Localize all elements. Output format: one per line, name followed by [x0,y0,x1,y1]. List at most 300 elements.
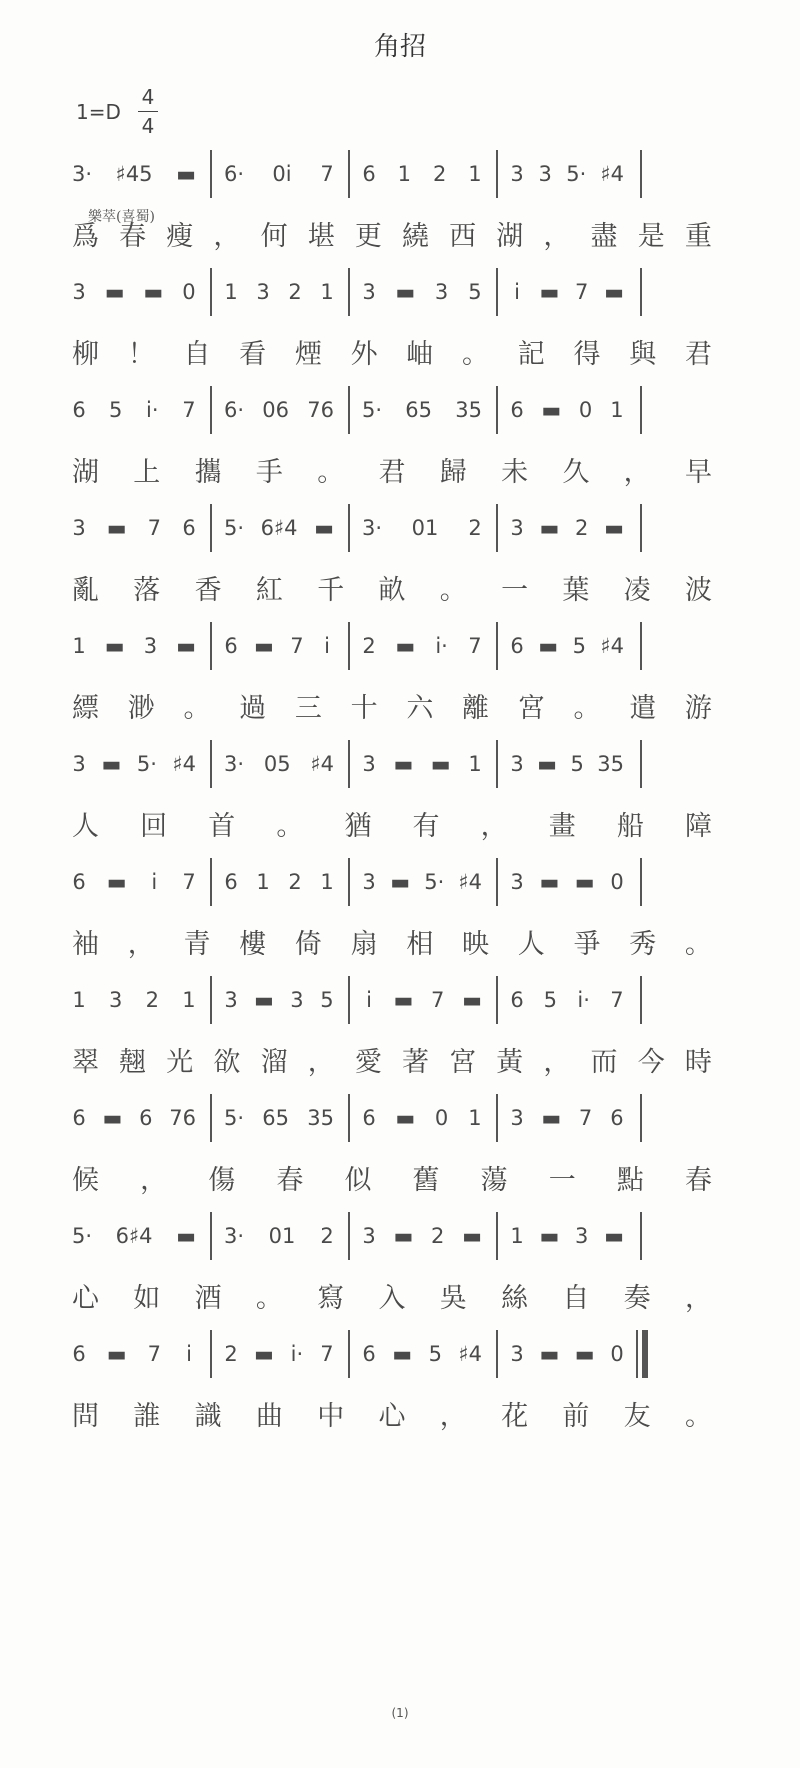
lyrics-row [72,444,712,494]
measure [224,1330,334,1378]
notation-row [60,268,730,318]
note: ▬ [104,634,125,658]
notation-row [60,858,730,908]
barline [348,740,350,788]
note: i· [577,988,590,1012]
note: 3 [362,280,376,304]
lyric-char: 三 [294,692,322,724]
lyric-char: 著 [401,1046,429,1078]
time-signature-bottom: 4 [141,114,155,138]
note: 3· [224,752,245,776]
lyric-char: 繞 [401,220,429,252]
note: 6 [362,1342,376,1366]
note: 1 [320,870,334,894]
lyric-char: 岫 [406,338,434,370]
lyric-char: 攜 [194,456,222,488]
measure [510,858,624,906]
measure [224,386,334,434]
note: ▬ [390,870,411,894]
lyric-char: 春 [276,1164,304,1196]
measure [72,150,196,198]
note: 3 [510,870,524,894]
lyric-char: 時 [684,1046,712,1078]
measure [510,740,624,788]
measure [224,1212,334,1260]
barline [210,1212,212,1260]
note: 6 [510,634,524,658]
note: ▬ [176,162,196,186]
lyric-char: 一 [501,574,529,606]
lyric-char: 重 [684,220,712,252]
note: 6 [72,870,86,894]
lyric-char: 遣 [629,692,657,724]
note: 2 [224,1342,238,1366]
note: 0 [610,1342,624,1366]
lyric-char: 似 [344,1164,372,1196]
note: 1 [610,398,624,422]
notation-row [60,622,730,672]
measure [510,504,624,552]
note: 5· [72,1224,93,1248]
lyrics-row [72,916,712,966]
barline [496,268,498,316]
time-signature-line [138,111,158,112]
note: i [324,634,330,658]
measure [510,150,624,198]
note: ▬ [143,280,164,304]
note: ♯4 [458,870,482,894]
lyric-char: 。 [684,928,712,960]
note: 7 [320,162,334,186]
note: 3 [362,1224,376,1248]
lyric-char: 酒 [194,1282,222,1314]
note: 2 [432,162,447,186]
lyric-char: 盡 [590,220,618,252]
lyric-char: 映 [462,928,490,960]
lyric-char: 爲 [72,220,99,252]
lyric-char: 自 [562,1282,590,1314]
note: 7 [147,516,161,540]
note: 3 [510,1342,524,1366]
note: 1 [182,988,196,1012]
lyric-char: ， [140,1164,168,1196]
note: 2 [468,516,482,540]
lyric-char: 落 [133,574,161,606]
lyric-char: 翠 [72,1046,99,1078]
lyric-char: 六 [406,692,434,724]
note: 3 [362,752,376,776]
measure [362,150,482,198]
barline [210,622,212,670]
note: 2 [145,988,159,1012]
note: 6· [224,398,245,422]
lyric-char: ， [684,1282,712,1314]
measure [224,504,334,552]
lyric-char: 而 [590,1046,618,1078]
note: 6 [362,1106,376,1130]
lyric-char: 未 [501,456,529,488]
lyric-char: 問 [72,1400,99,1432]
note: 3 [72,280,86,304]
lyric-char: 。 [276,810,304,842]
note: ♯4 [310,752,334,776]
note: 3· [224,1224,245,1248]
measure [362,976,482,1024]
note: ▬ [604,1224,624,1248]
barline [496,386,498,434]
note: ▬ [430,752,451,776]
barline [496,740,498,788]
lyric-char: 袖 [72,928,99,960]
lyric-char: 黃 [496,1046,524,1078]
lyric-char: 扇 [350,928,378,960]
notation-row [60,150,730,200]
note: 3 [256,280,270,304]
note: i· [290,1342,304,1366]
note: 3 [510,1106,524,1130]
note: 1 [468,162,482,186]
note: ▬ [541,1106,562,1130]
lyric-char: 。 [462,338,490,370]
note: 5 [428,1342,442,1366]
note: 6 [362,162,376,186]
note: 35 [307,1106,334,1130]
note: 6 [224,634,238,658]
note: 5 [108,398,123,422]
barline [640,268,642,316]
note: 5· [224,516,245,540]
lyric-char: 得 [573,338,601,370]
note: 7 [468,634,482,658]
lyric-char: 千 [317,574,345,606]
note: 1 [468,1106,482,1130]
lyric-char: 。 [573,692,601,724]
note: 3 [362,870,376,894]
barline [210,740,212,788]
note: 2 [362,634,376,658]
note: 5· [224,1106,245,1130]
note: i [514,280,520,304]
note: 3 [290,988,304,1012]
lyrics-row [72,1388,712,1438]
notation-row [60,1330,730,1380]
lyrics-row [72,562,712,612]
measure [72,386,196,434]
lyric-char: 翹 [119,1046,147,1078]
measure [224,858,334,906]
lyric-char: ， [623,456,651,488]
note: 35 [597,752,624,776]
lyric-char: 春 [684,1164,712,1196]
note: 3 [510,752,524,776]
lyric-char: 有 [412,810,440,842]
barline [640,740,642,788]
note: 3· [72,162,93,186]
lyric-char: 與 [629,338,657,370]
note: ▬ [254,988,274,1012]
credit-label: 樂萃(喜蜀) [88,209,155,225]
note: ▬ [393,752,414,776]
note: 1 [397,162,412,186]
note: 1 [72,634,86,658]
note: ▬ [393,988,414,1012]
note: ♯4 [458,1342,482,1366]
note: 2 [431,1224,445,1248]
measure [510,622,624,670]
lyric-char: 。 [255,1282,283,1314]
note: 3 [143,634,158,658]
measure [362,1094,482,1142]
note: 5 [320,988,334,1012]
barline [496,1094,498,1142]
note: 6 [72,1342,86,1366]
note: 6 [510,988,524,1012]
notation-row [60,386,730,436]
note: 7 [147,1342,161,1366]
note: 5· [136,752,157,776]
lyric-char: 君 [684,338,712,370]
barline [210,976,212,1024]
note: ▬ [392,1342,413,1366]
note: 2 [288,870,302,894]
lyric-char: ！ [127,338,155,370]
barline [348,386,350,434]
note: 6 [72,398,86,422]
note: ▬ [106,870,127,894]
lyric-char: 秀 [629,928,657,960]
note: 7 [575,280,589,304]
note: ▬ [539,280,560,304]
barline [348,150,350,198]
lyric-char: ， [439,1400,467,1432]
note: ▬ [539,1224,560,1248]
barline [640,858,642,906]
notation-row [60,1094,730,1144]
note: ▬ [538,634,559,658]
note: ▬ [176,634,196,658]
lyrics-row [72,1270,712,1320]
note: 7 [610,988,624,1012]
measure [72,1330,196,1378]
lyric-char: 人 [72,810,99,842]
note: ▬ [539,870,560,894]
note: ▬ [539,1342,560,1366]
lyric-char: 相 [406,928,434,960]
lyric-char: ， [543,1046,571,1078]
lyric-char: 心 [72,1282,99,1314]
note: 0 [434,1106,449,1130]
note: 0 [610,870,624,894]
note: 6 [72,1106,86,1130]
note: 7 [182,398,196,422]
note: 6· [224,162,245,186]
note: 5· [566,162,587,186]
lyrics-row [72,680,712,730]
lyric-char: 君 [378,456,406,488]
lyric-char: 記 [517,338,545,370]
lyric-char: 爭 [573,928,601,960]
barline [636,1330,638,1378]
lyric-char: 前 [562,1400,590,1432]
note: 5 [468,280,482,304]
lyrics-row [72,326,712,376]
lyric-char: 今 [637,1046,665,1078]
measure [510,1212,624,1260]
lyric-char: 早 [684,456,712,488]
lyric-char: 久 [562,456,590,488]
note: ▬ [539,516,560,540]
lyric-char: 友 [623,1400,651,1432]
note: 3 [434,280,449,304]
time-signature-top: 4 [141,85,155,109]
note: ▬ [574,870,595,894]
lyric-char: 入 [378,1282,406,1314]
measure [224,976,334,1024]
note: i [186,1342,192,1366]
note: ▬ [254,1342,274,1366]
lyric-char: 舊 [412,1164,440,1196]
lyrics-row [72,208,712,258]
barline [348,1094,350,1142]
note: 65 [405,398,433,422]
measure [362,1212,482,1260]
lyric-char: 紅 [255,574,283,606]
measure [362,622,482,670]
note: 7 [320,1342,334,1366]
barline [640,504,642,552]
lyric-char: 上 [133,456,161,488]
barline [496,1212,498,1260]
lyric-char: 瘦 [166,220,194,252]
lyric-char: 亂 [72,574,99,606]
note: 3 [538,162,552,186]
barline [348,622,350,670]
note: 7 [578,1106,593,1130]
note: 1 [72,988,86,1012]
note: 3 [510,162,524,186]
barline [210,858,212,906]
lyric-char: 如 [133,1282,161,1314]
lyric-char: 猶 [344,810,372,842]
note: 3· [362,516,383,540]
note: 2 [575,516,589,540]
note: 3 [108,988,123,1012]
measure [362,386,482,434]
barline [348,1212,350,1260]
lyric-char: 宮 [517,692,545,724]
measure [362,268,482,316]
lyric-char: 倚 [294,928,322,960]
barline [496,622,498,670]
lyric-char: 中 [317,1400,345,1432]
measure [224,1094,334,1142]
measure [362,858,482,906]
barline [640,1212,642,1260]
lyric-char: 障 [684,810,712,842]
note: 3 [72,516,86,540]
lyric-char: 更 [354,220,382,252]
measure [362,740,482,788]
lyric-char: 吳 [439,1282,467,1314]
note: 3 [510,516,524,540]
lyric-char: 過 [239,692,267,724]
barline [640,976,642,1024]
note: 3 [224,988,238,1012]
song-title: 角招 [373,32,426,62]
barline [496,976,498,1024]
note: i [366,988,372,1012]
note: 6♯4 [115,1224,153,1248]
lyric-char: ， [307,1046,335,1078]
note: 5· [424,870,445,894]
note: 6♯4 [260,516,298,540]
barline [642,1330,648,1378]
note: 76 [307,398,334,422]
note: 6 [224,870,238,894]
measure [224,150,334,198]
note: ♯45 [115,162,153,186]
barline [496,858,498,906]
measure [72,740,196,788]
note: ▬ [541,398,562,422]
lyrics-row [72,798,712,848]
lyric-char: ， [543,220,571,252]
note: 35 [455,398,482,422]
note: ▬ [106,516,127,540]
note: 01 [268,1224,296,1248]
measure [510,1330,624,1378]
note: 3 [575,1224,589,1248]
lyric-char: 畫 [548,810,576,842]
lyric-char: 。 [439,574,467,606]
note: 05 [263,752,291,776]
note: 1 [468,752,482,776]
lyric-char: 春 [119,220,147,252]
lyric-char: 自 [183,338,211,370]
lyric-char: 一 [548,1164,576,1196]
lyric-char: 花 [501,1400,529,1432]
page-number: (1) [391,1706,409,1720]
note: ▬ [104,280,125,304]
lyric-char: 識 [194,1400,222,1432]
note: i· [146,398,159,422]
lyric-char: 。 [317,456,345,488]
lyric-char: 游 [684,692,712,724]
measure [72,622,196,670]
lyric-char: 何 [260,220,288,252]
measure [72,504,196,552]
note: ▬ [176,1224,196,1248]
measure [72,268,196,316]
lyric-char: 誰 [133,1400,161,1432]
note: ♯4 [172,752,196,776]
note: ▬ [102,1106,123,1130]
note: 76 [169,1106,196,1130]
note: ▬ [393,1224,414,1248]
barline [496,504,498,552]
measure [72,976,196,1024]
lyric-char: 西 [449,220,477,252]
barline [348,976,350,1024]
lyric-char: 看 [239,338,267,370]
note: ▬ [395,1106,416,1130]
note: 1 [224,280,238,304]
measure [224,622,334,670]
barline [640,386,642,434]
lyric-char: 手 [255,456,283,488]
note: ▬ [395,280,416,304]
note: 2 [320,1224,334,1248]
